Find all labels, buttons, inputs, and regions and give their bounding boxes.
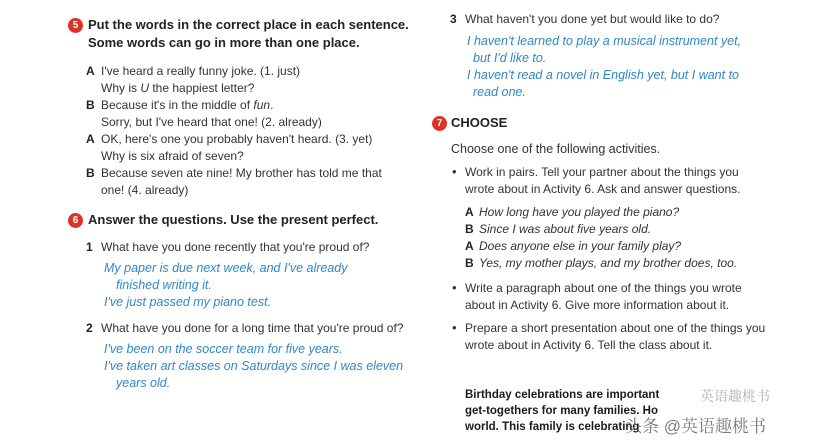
section-6-title: Answer the questions. Use the present perfect.	[88, 212, 379, 227]
dialog-line: Why is U the happiest letter?	[101, 81, 255, 95]
photo-caption-line: get-togethers for many families. Ho	[465, 405, 658, 417]
bullet-line: Write a paragraph about one of the things you wrote	[465, 281, 742, 295]
answer-line: read one.	[473, 85, 526, 99]
section-5-title-line2: Some words can go in more than one place.	[88, 35, 360, 50]
answer-line: but I'd like to.	[473, 51, 547, 65]
question-number: 2	[86, 321, 93, 335]
bullet-line: Prepare a short presentation about one of the things you	[465, 321, 766, 335]
dialog-label: B	[86, 166, 95, 180]
dialog-line: Sorry, but I've heard that one! (2. already)	[101, 115, 322, 129]
watermark-text-top: 英语趣桃书	[700, 388, 770, 404]
answer-line: years old.	[116, 376, 171, 390]
dialog-line: I've heard a really funny joke. (1. just)	[101, 64, 301, 78]
dialog-label: A	[86, 64, 95, 78]
section-6-number-badge: 6	[68, 213, 83, 228]
bullet-line: wrote about in Activity 6. Ask and answer questions.	[465, 182, 741, 196]
dialog-label: B	[86, 98, 95, 112]
bullet-dot: •	[452, 164, 457, 179]
answer-line: I've taken art classes on Saturdays since I was eleven	[104, 359, 404, 373]
dialog-line: Because seven ate nine! My brother has told me that	[101, 166, 382, 180]
bullet-line: about in Activity 6. Give more information about it.	[465, 298, 730, 312]
dialog-label: A	[465, 239, 474, 253]
dialog-label: B	[465, 256, 474, 270]
answer-line: I haven't read a novel in English yet, but I want to	[467, 68, 739, 82]
dialog-line: Since I was about five years old.	[479, 222, 652, 236]
dialog-line: OK, here's one you probably haven't heard. (3. yet)	[101, 132, 373, 146]
dialog-line: Does anyone else in your family play?	[479, 239, 682, 253]
question-text: What have you done for a long time that you're proud of?	[101, 321, 404, 335]
answer-line: finished writing it.	[116, 278, 212, 292]
dialog-label: B	[465, 222, 474, 236]
question-text: What haven't you done yet but would like to do?	[465, 12, 720, 26]
answer-line: I haven't learned to play a musical instrument yet,	[467, 34, 742, 48]
dialog-line: How long have you played the piano?	[479, 205, 680, 219]
bullet-line: Work in pairs. Tell your partner about the things you	[465, 165, 739, 179]
answer-line: I've just passed my piano test.	[104, 295, 272, 309]
answer-line: My paper is due next week, and I've already	[104, 261, 348, 275]
question-text: What have you done recently that you're proud of?	[101, 240, 370, 254]
question-number: 1	[86, 240, 93, 254]
photo-caption-line: Birthday celebrations are important	[465, 389, 660, 401]
watermark-text: 头条 @英语趣桃书	[625, 417, 766, 436]
answer-line: I've been on the soccer team for five years.	[104, 342, 343, 356]
photo-caption-line: world. This family is celebrating	[465, 421, 640, 433]
dialog-line: one! (4. already)	[101, 183, 189, 197]
bullet-dot: •	[452, 280, 457, 295]
dialog-line: Because it's in the middle of fun.	[101, 98, 274, 112]
dialog-line: Yes, my mother plays, and my brother does, too.	[479, 256, 738, 270]
section-7-number-badge: 7	[432, 116, 447, 131]
section-5-number-badge: 5	[68, 18, 83, 33]
section-7-intro: Choose one of the following activities.	[451, 142, 661, 156]
question-number: 3	[450, 12, 457, 26]
dialog-label: A	[86, 132, 95, 146]
section-7-title: CHOOSE	[451, 115, 508, 130]
section-5-title-line1: Put the words in the correct place in each sentence.	[88, 17, 409, 32]
dialog-label: A	[465, 205, 474, 219]
dialog-line: Why is six afraid of seven?	[101, 149, 244, 163]
bullet-line: wrote about in Activity 6. Tell the class about it.	[465, 338, 713, 352]
bullet-dot: •	[452, 320, 457, 335]
